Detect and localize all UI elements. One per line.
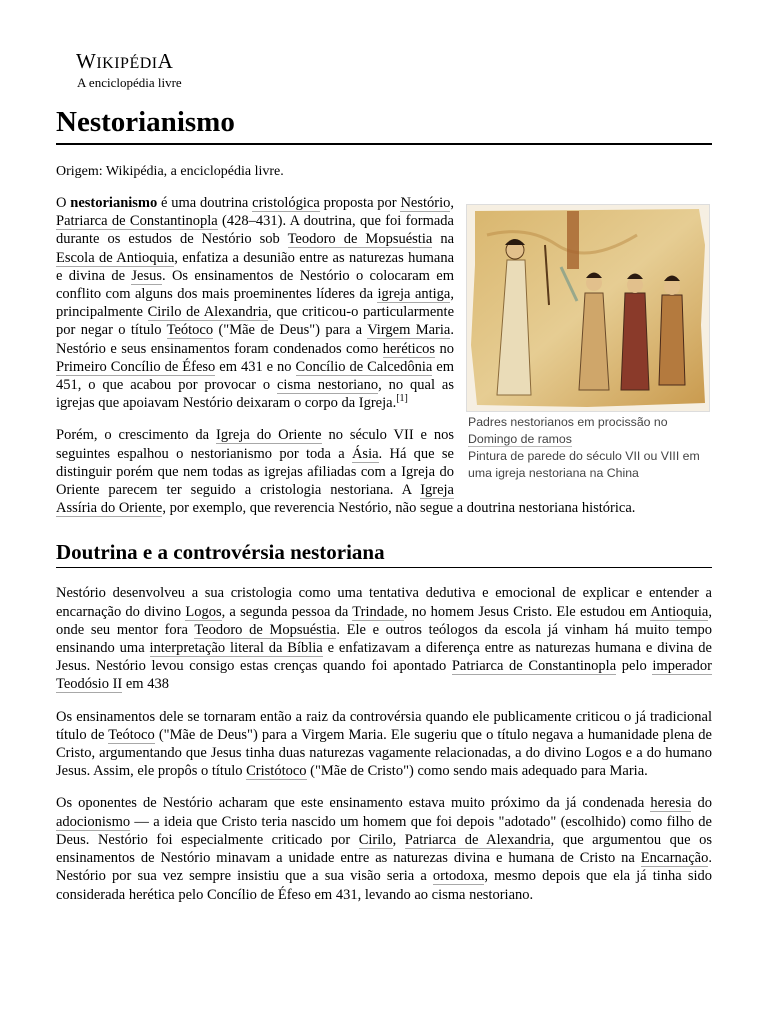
- link-cristologica[interactable]: cristológica: [252, 195, 320, 211]
- wikipedia-logo[interactable]: [76, 50, 182, 91]
- reference-link[interactable]: [1]: [396, 393, 408, 405]
- paragraph-intro: O nestorianismo é uma doutrina cristológica proposta por Nestório, Patriarca de Constantinopla (428–431). A doutrina, que foi formada durante os estudos de Nestório sob Teodoro de Mopsuéstia na Escola de Antioquia, enfatiza a desunião entre as naturezas humana e divina de Jesus. Os ensinamentos de Nestório o colocaram em conflito com alguns dos mais proeminentes líderes da igreja antiga, principalmente Cirilo de Alexandria, que criticou-o particularmente por negar o título Teótoco ("Mãe de Deus") para a Virgem Maria. Nestório e seus ensinamentos foram condenados como heréticos no Primeiro Concílio de Éfeso em 431 e no Concílio de Calcedônia em 451, o que acabou por provocar o cisma nestoriano, no qual as igrejas que apoiavam Nestório deixaram o corpo da Igreja.[1]: [56, 195, 455, 412]
- link-patriarca-alexandria[interactable]: Patriarca de Alexandria: [404, 831, 551, 848]
- bold-term: nestorianismo: [70, 195, 158, 211]
- link-hereticos[interactable]: heréticos: [382, 340, 436, 357]
- thumbnail-figure: [466, 204, 712, 482]
- wikipedia-tagline: A enciclopédia livre: [77, 75, 182, 90]
- painting-illustration: [467, 205, 709, 411]
- link-igreja-antiga[interactable]: igreja antiga: [377, 286, 451, 303]
- section-heading-doutrina: Doutrina e a controvérsia nestoriana: [56, 539, 712, 568]
- link-encarnacao[interactable]: Encarnação: [640, 850, 709, 867]
- paragraph-opponents: Os oponentes de Nestório acharam que este ensinamento estava muito próximo da já condenada heresia do adocionismo — a ideia que Cristo teria nascido um homem que foi depois "adotado" (escolhido) como filho de Deus. Nestório foi especialmente criticado por Cirilo, Patriarca de Alexandria, que argumentou que os ensinamentos de Nestório minavam a unidade entre as naturezas divina e humana de Cristo na Encarnação. Nestório por sua vez sempre insistiu que a sua visão seria a ortodoxa, mesmo depois que ela já tinha sido considerada herética pelo Concílio de Éfeso em 431, levando ao cisma nestoriano.: [56, 795, 713, 903]
- link-patriarca-constantinopla-2[interactable]: Patriarca de Constantinopla: [451, 658, 617, 675]
- link-teodoro-mopsuestia[interactable]: Teodoro de Mopsuéstia: [287, 231, 433, 248]
- link-trindade[interactable]: Trindade: [352, 603, 405, 620]
- link-concilio-calcedonia[interactable]: Concílio de Calcedônia: [295, 358, 433, 375]
- link-interpretacao-literal-biblia[interactable]: interpretação literal da Bíblia: [149, 640, 323, 657]
- link-igreja-do-oriente[interactable]: Igreja do Oriente: [216, 427, 322, 444]
- link-cirilo[interactable]: Cirilo: [358, 831, 393, 848]
- link-teotoco[interactable]: Teótoco: [166, 322, 214, 339]
- paragraph-expansion: Porém, o crescimento da Igreja do Oriente no século VII e nos seguintes espalhou o nestorianismo por toda a Ásia. Há que se distinguir porém que nem todas as igrejas afiliadas com a Igreja do Oriente parecem ter seguido a cristologia nestoriana. A Igreja Assíria do Oriente, por exemplo, que reverencia Nestório, não segue a doutrina nestoriana histórica.: [56, 427, 636, 517]
- link-imperador[interactable]: imperador: [652, 658, 712, 675]
- link-teodoro-mopsuestia-2[interactable]: Teodoro de Mopsuéstia: [194, 621, 337, 638]
- article-body: [56, 194, 712, 918]
- link-escola-antioquia[interactable]: Escola de Antioquia: [56, 249, 175, 266]
- link-domingo-de-ramos[interactable]: Domingo de ramos: [468, 432, 572, 446]
- link-teotoco-2[interactable]: Teótoco: [108, 726, 155, 743]
- paragraph-doctrine: Nestório desenvolveu a sua cristologia como uma tentativa dedutiva e emocional de explicar e entender a encarnação do divino Logos, a segunda pessoa da Trindade, no homem Jesus Cristo. Ele estudou em Antioquia, onde seu mentor fora Teodoro de Mopsuéstia. Ele e outros teólogos da escola já vinham há muito tempo ensinando uma interpretação literal da Bíblia e enfatizavam a diferença entre as naturezas humana e divina de Jesus. Nestório levou consigo estas crenças quando foi apontado Patriarca de Constantinopla pelo imperador Teodósio II em 438: [56, 585, 713, 693]
- link-adocionismo[interactable]: adocionismo: [56, 813, 131, 830]
- link-asia[interactable]: Ásia: [351, 445, 379, 462]
- link-logos[interactable]: Logos: [185, 603, 222, 620]
- origin-note: Origem: Wikipédia, a enciclopédia livre.: [56, 164, 284, 179]
- link-cirilo-alexandria[interactable]: Cirilo de Alexandria: [147, 304, 269, 321]
- link-patriarca-constantinopla[interactable]: Patriarca de Constantinopla: [56, 213, 218, 230]
- nestorian-priests-painting-image[interactable]: [466, 204, 710, 412]
- link-primeiro-concilio-efeso[interactable]: Primeiro Concílio de Éfeso: [56, 358, 216, 375]
- link-teodosio-ii[interactable]: Teodósio II: [56, 676, 123, 693]
- link-jesus[interactable]: Jesus: [131, 267, 162, 284]
- link-antioquia[interactable]: Antioquia: [650, 603, 709, 620]
- page-title: Nestorianismo: [56, 104, 712, 145]
- link-heresia[interactable]: heresia: [650, 795, 692, 812]
- link-igreja-assiria-oriente[interactable]: Igreja Assíria do Oriente: [56, 482, 454, 517]
- link-virgem-maria[interactable]: Virgem Maria: [367, 322, 451, 339]
- link-cristotoco[interactable]: Cristótoco: [246, 763, 307, 780]
- link-nestorio[interactable]: Nestório: [400, 195, 451, 211]
- figure-caption: Padres nestorianos em procissão no Domingo de ramos Pintura de parede do século VII ou VIII em uma igreja nestoriana na China: [468, 415, 700, 480]
- link-ortodoxa[interactable]: ortodoxa: [432, 868, 485, 885]
- wikipedia-wordmark: WIKIPÉDIA: [76, 49, 174, 73]
- link-cisma-nestoriano[interactable]: cisma nestoriano: [277, 377, 379, 394]
- paragraph-controversy: Os ensinamentos dele se tornaram então a raiz da controvérsia quando ele publicamente criticou o já tradicional título de Teótoco ("Mãe de Deus") para a Virgem Maria. Ele sugeriu que o título negava a humanidade plena de Cristo, argumentando que Jesus tinha duas naturezas vagamente relacionadas, a do divino Logos e a do humano Jesus. Assim, ele propôs o título Cristótoco ("Mãe de Cristo") como sendo mais adequado para Maria.: [56, 708, 712, 780]
